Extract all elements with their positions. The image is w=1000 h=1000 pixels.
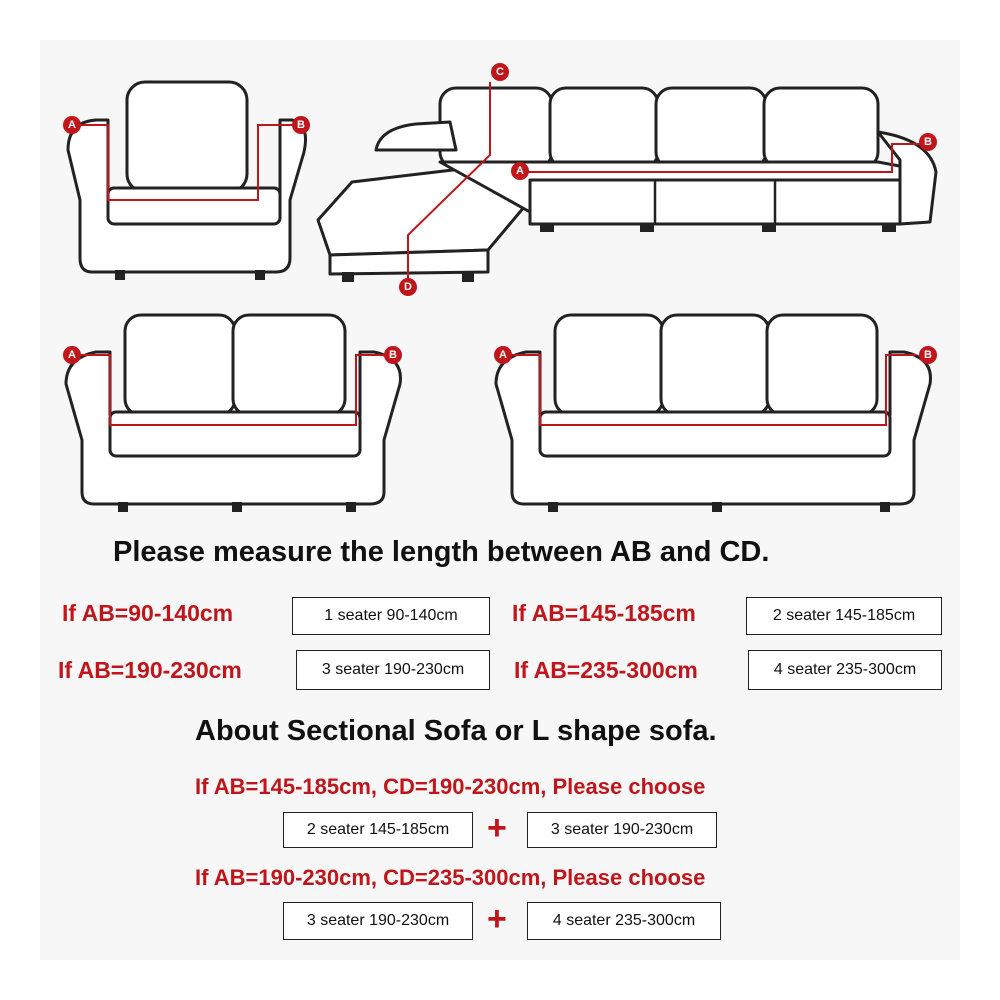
- size-condition-2: If AB=145-185cm: [512, 600, 696, 626]
- size-condition-1: If AB=90-140cm: [62, 600, 234, 626]
- combo-condition-1: If AB=145-185cm, CD=190-230cm, Please choose: [195, 774, 706, 799]
- marker-a-three-seat: [494, 346, 512, 364]
- combo-1-first-option: 2 seater 145-185cm: [283, 812, 473, 848]
- combo-condition-2: If AB=190-230cm, CD=235-300cm, Please choose: [195, 865, 706, 890]
- marker-b-armchair: [292, 116, 310, 134]
- size-condition-4: If AB=235-300cm: [514, 657, 698, 683]
- marker-a-sectional: [511, 162, 529, 180]
- combo-2-first-option: 3 seater 190-230cm: [283, 902, 473, 940]
- svg-text:C: C: [496, 66, 504, 78]
- svg-text:A: A: [68, 349, 76, 361]
- combo-2-second-option: 4 seater 235-300cm: [527, 902, 721, 940]
- svg-text:B: B: [389, 349, 397, 361]
- marker-b-sectional: [919, 133, 937, 151]
- size-option-2: 2 seater 145-185cm: [746, 597, 942, 635]
- size-condition-3: If AB=190-230cm: [58, 657, 242, 683]
- size-option-4: 4 seater 235-300cm: [748, 650, 942, 690]
- svg-text:B: B: [297, 119, 305, 131]
- marker-a-armchair: [63, 116, 81, 134]
- marker-a-loveseat: [63, 346, 81, 364]
- marker-c-sectional: [491, 63, 509, 81]
- svg-text:D: D: [404, 281, 412, 293]
- measure-instruction: Please measure the length between AB and CD.: [113, 536, 770, 568]
- svg-text:A: A: [499, 349, 507, 361]
- svg-text:B: B: [924, 349, 932, 361]
- sectional-sofa-illustration: [318, 82, 936, 282]
- svg-text:A: A: [516, 165, 524, 177]
- svg-text:B: B: [924, 136, 932, 148]
- sectional-title: About Sectional Sofa or L shape sofa.: [195, 715, 717, 747]
- armchair-illustration: [68, 82, 306, 280]
- plus-icon: +: [487, 900, 507, 938]
- plus-icon: +: [487, 809, 507, 847]
- size-option-1: 1 seater 90-140cm: [292, 597, 490, 635]
- svg-text:A: A: [68, 119, 76, 131]
- marker-b-three-seat: [919, 346, 937, 364]
- combo-1-second-option: 3 seater 190-230cm: [527, 812, 717, 848]
- size-option-3: 3 seater 190-230cm: [296, 650, 490, 690]
- two-seat-sofa-illustration: [66, 315, 400, 512]
- marker-d-sectional: [399, 278, 417, 296]
- marker-b-loveseat: [384, 346, 402, 364]
- three-seat-sofa-illustration: [496, 315, 930, 512]
